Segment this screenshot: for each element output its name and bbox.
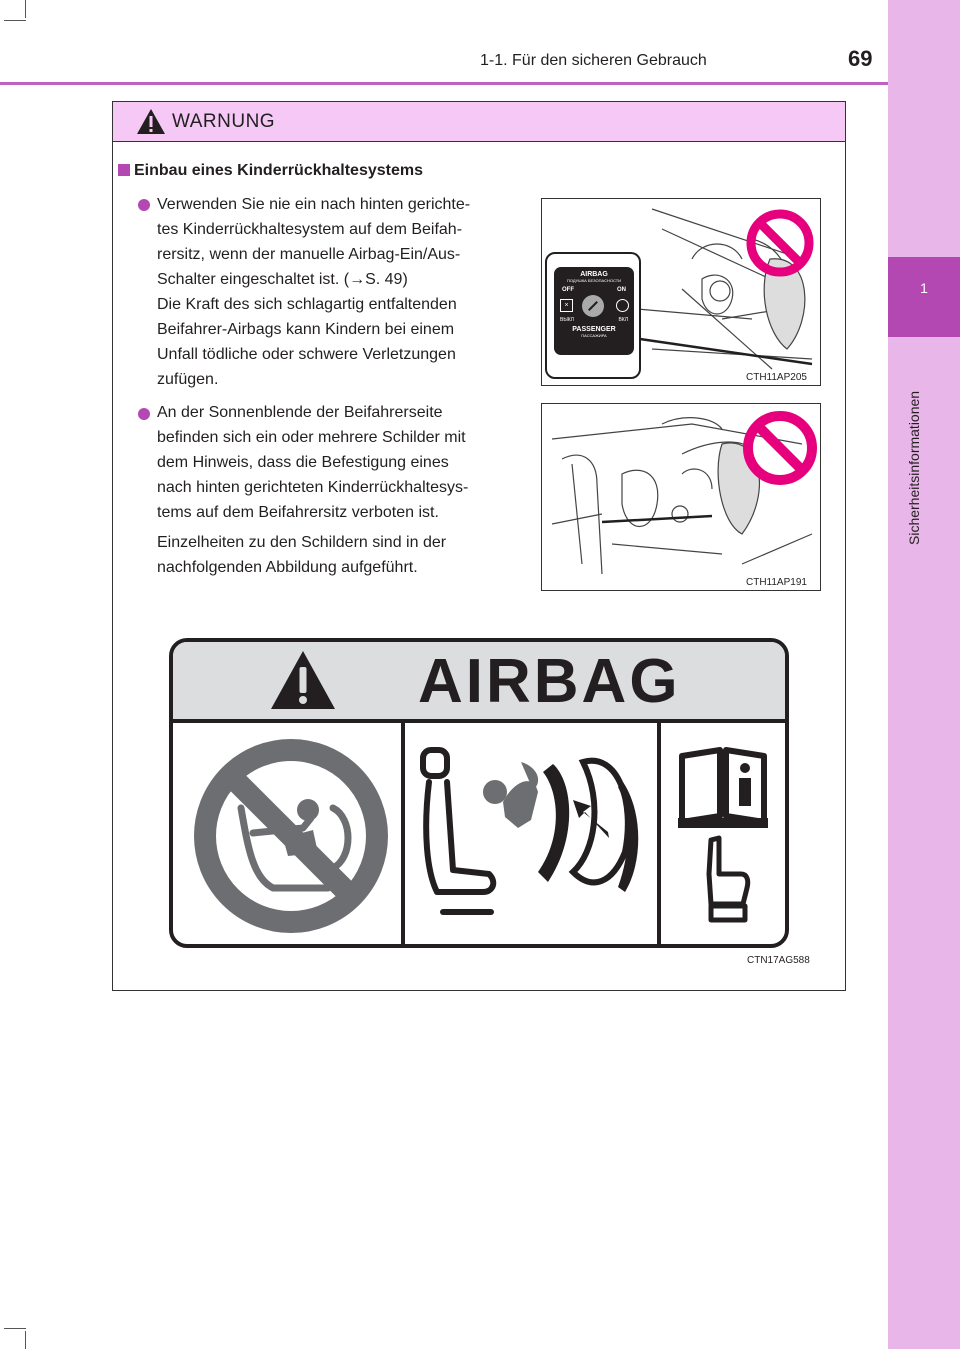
text-line: Unfall tödliche oder schwere Verletzungen xyxy=(157,346,456,363)
bullet-paragraph-1 xyxy=(157,192,520,392)
figure-code: CTN17AG588 xyxy=(747,955,810,966)
label-divider xyxy=(657,719,661,948)
text-line: zufügen. xyxy=(157,371,219,388)
label-divider xyxy=(401,719,405,948)
switch-off-label: OFF xyxy=(562,287,574,293)
crop-mark xyxy=(4,20,26,21)
figure-sun-visor xyxy=(541,403,821,591)
owners-manual-icon xyxy=(678,746,768,830)
text-line: An der Sonnenblende der Beifahrerseite xyxy=(157,404,443,421)
side-tab xyxy=(888,0,960,1349)
crop-mark xyxy=(25,1331,26,1349)
pointing-hand-icon xyxy=(701,834,753,924)
airbag-warning-label xyxy=(169,638,789,948)
prohibition-icon xyxy=(742,410,818,486)
warning-title: WARNUNG xyxy=(172,111,276,132)
switch-title-ru: ПОДУШКА БЕЗОПАСНОСТИ xyxy=(566,278,622,283)
figure-airbag-switch xyxy=(541,198,821,386)
label-title: AIRBAG xyxy=(418,647,681,716)
text-line: dem Hinweis, dass die Befestigung eines xyxy=(157,454,449,471)
switch-off-ru-label: ВЫКЛ xyxy=(560,317,574,323)
switch-passenger-label: PASSENGER xyxy=(572,326,616,333)
header-rule xyxy=(0,82,888,85)
airbag-deploy-icon xyxy=(413,742,645,932)
crop-mark xyxy=(25,0,26,18)
figure-code: CTH11AP205 xyxy=(746,372,807,383)
figure-code: CTH11AP191 xyxy=(746,577,807,588)
text-line: tes Kinderrückhaltesystem auf dem Beifah- xyxy=(157,221,463,238)
chapter-number: 1 xyxy=(920,280,928,296)
switch-title: AIRBAG xyxy=(580,271,608,278)
bullet-paragraph-2 xyxy=(157,400,520,525)
text-line: Einzelheiten zu den Schildern sind in der xyxy=(157,534,447,551)
chapter-tab xyxy=(888,257,960,337)
airbag-on-icon xyxy=(616,299,629,312)
text-line: rersitz, wenn der manuelle Airbag-Ein/Aus- xyxy=(157,246,461,263)
subheading-marker-icon xyxy=(118,164,130,176)
chapter-label: Sicherheitsinformationen xyxy=(906,390,922,545)
switch-passenger-ru-label: ПАССАЖИРА xyxy=(581,333,607,338)
switch-on-label: ON xyxy=(617,287,626,293)
crop-mark xyxy=(4,1328,26,1329)
prohibition-icon xyxy=(746,209,814,277)
no-child-seat-icon xyxy=(193,738,389,934)
warning-triangle-icon xyxy=(269,649,337,711)
bullet-icon xyxy=(138,199,150,211)
text-line: tems auf dem Beifahrersitz verboten ist. xyxy=(157,504,439,521)
bullet-paragraph-2-note xyxy=(157,530,520,580)
airbag-switch-panel xyxy=(554,267,634,355)
text-line: Verwenden Sie nie ein nach hinten gerichte- xyxy=(157,196,471,213)
warning-triangle-icon xyxy=(136,108,166,135)
bullet-icon xyxy=(138,408,150,420)
switch-on-ru-label: ВКЛ xyxy=(618,317,628,323)
section-title: 1-1. Für den sicheren Gebrauch xyxy=(480,52,707,69)
page-number: 69 xyxy=(848,46,873,71)
airbag-off-icon: × xyxy=(560,299,573,312)
text-line: Die Kraft des sich schlagartig entfaltenden xyxy=(157,296,457,313)
text-line: nach hinten gerichteten Kinderrückhaltesys- xyxy=(157,479,469,496)
text-line: befinden sich ein oder mehrere Schilder mit xyxy=(157,429,466,446)
text-line: Schalter eingeschaltet ist. (→S. 49) xyxy=(157,271,408,288)
text-line: nachfolgenden Abbildung aufgeführt. xyxy=(157,559,418,576)
text-line: Beifahrer-Airbags kann Kindern bei einem xyxy=(157,321,455,338)
subheading: Einbau eines Kinderrückhaltesystems xyxy=(134,162,423,179)
